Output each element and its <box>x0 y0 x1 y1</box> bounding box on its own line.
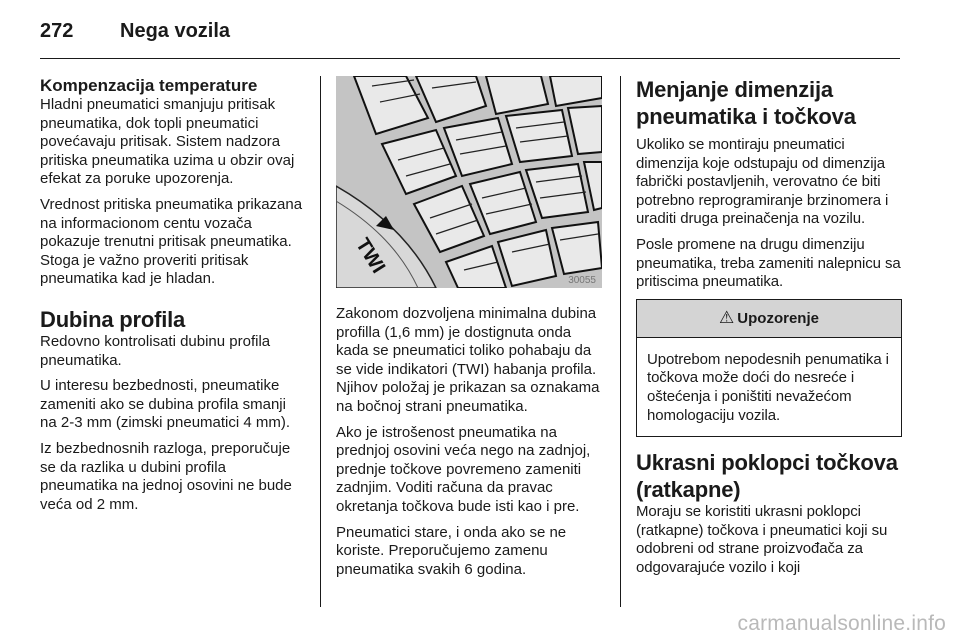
header-divider <box>40 58 900 59</box>
column-1 <box>40 76 306 521</box>
warning-title: Upozorenje <box>737 309 819 327</box>
paragraph: Posle promene na drugu dimenziju pneumatika, treba zameniti nalepnicu sa pritiscima pneumatika. <box>636 235 901 291</box>
column-divider-2 <box>620 76 621 607</box>
section-heading-tread-depth: Dubina profila <box>40 306 186 332</box>
page-header <box>40 20 230 46</box>
watermark: carmanualsonline.info <box>737 612 946 635</box>
warning-body <box>637 338 901 436</box>
warning-header <box>637 300 901 338</box>
tire-tread-illustration <box>336 76 602 288</box>
section-heading-size-change: Menjanje dimenzija pneumatika i točkova <box>636 77 856 129</box>
section-heading-temperature: Kompenzacija temperature <box>40 76 258 95</box>
paragraph: Redovno kontrolisati dubinu profila pneumatika. <box>40 332 271 369</box>
column-2 <box>336 76 606 586</box>
paragraph: U interesu bezbednosti, pneumatike zameniti ako se dubina profila smanji na 2-3 mm (zimski pneumatici 4 mm). <box>40 377 291 432</box>
page-number: 272 <box>40 20 74 42</box>
paragraph: Vrednost pritiska pneumatika prikazana na informacionom centu vozača pokazuje trenutni pritisak pneumatika. Stoga je važno proveriti pritisak pneumatika kad je hladan. <box>40 195 303 288</box>
paragraph: Pneumatici stare, i onda ako se ne koriste. Preporučujemo zamenu pneumatika svakih 6 godina. <box>336 523 567 578</box>
warning-triangle-icon: ⚠ <box>719 308 735 329</box>
paragraph: Ako je istrošenost pneumatika na prednjoj osovini veća nego na zadnjoj, prednje točkove povremeno zameniti zadnjim. Voditi računa da pravac okretanja točkova bude isti kao i pre. <box>336 423 591 515</box>
paragraph: Zakonom dozvoljena minimalna dubina profilla (1,6 mm) je dostignuta onda kada se pneumatici toliko pohabaju da se vide indikatori (TWI) habanja profila. Njihov položaj je prikazan sa oznakama na bočnoj strani pneumatika. <box>336 305 600 415</box>
paragraph: Iz bezbednosnih razloga, preporučuje se da razlika u dubini profila pneumatika na jednoj osovini ne bude veća od 2 mm. <box>40 439 292 513</box>
column-divider-1 <box>320 76 321 607</box>
chapter-title: Nega vozila <box>120 20 231 42</box>
figure-code: 30055 <box>568 275 596 286</box>
paragraph: Moraju se koristiti ukrasni poklopci (ratkapne) točkova i pneumatici koji su odobreni od strane proizvođača za odgovarajuće vozilo i koji <box>636 503 888 576</box>
warning-text: Upotrebom nepodesnih penumatika i točkova može doći do nesreće i oštećenja i poništiti nevažećom homologaciju vozila. <box>647 350 889 424</box>
section-heading-wheel-covers: Ukrasni poklopci točkova (ratkapne) <box>636 450 898 503</box>
tire-tread-drawing <box>336 76 602 288</box>
column-3 <box>636 76 902 585</box>
paragraph: Hladni pneumatici smanjuju pritisak pneumatika, dok topli pneumatici povećavaju pritisak. Sistem nadzora pritiska pneumatika uzima u obzir ovaj efekat za poruke upozorenja. <box>40 96 295 188</box>
paragraph: Ukoliko se montiraju pneumatici dimenzija koje odstupaju od dimenzija fabrički postavljenih, verovatno će biti potrebno reprogramiranje brzinomera i uraditi druga preinačenja na vozilu. <box>636 136 889 228</box>
twi-label: TWI <box>351 234 390 278</box>
warning-box <box>636 299 902 437</box>
